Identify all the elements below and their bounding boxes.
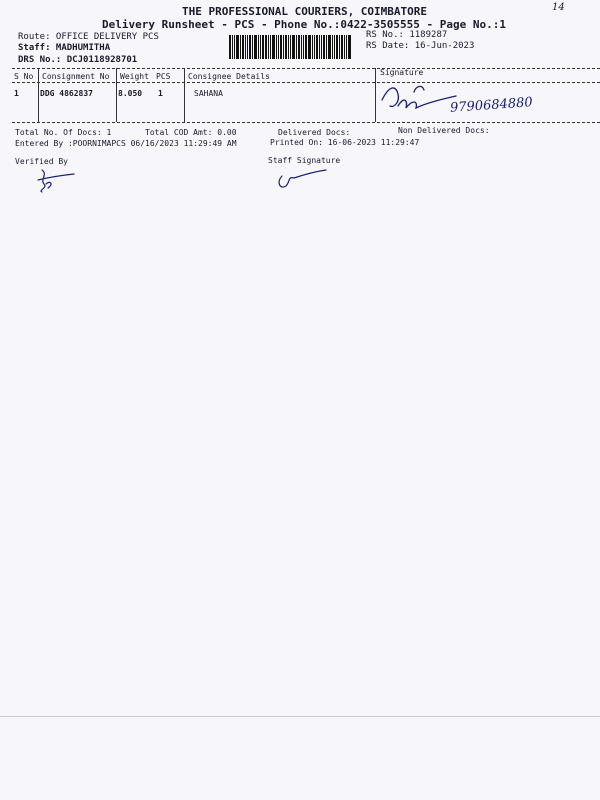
barcode-bar (229, 35, 231, 59)
barcode-bar (341, 35, 343, 59)
barcode-bar (252, 35, 253, 59)
cell-consignee: SAHANA (194, 89, 223, 98)
barcode-bar (328, 35, 331, 59)
barcode-bar (344, 35, 345, 59)
barcode-bar (258, 35, 259, 59)
barcode-bar (292, 35, 295, 59)
barcode-bar (276, 35, 277, 59)
barcode-bar (303, 35, 304, 59)
total-docs: Total No. Of Docs: 1 (15, 128, 112, 137)
barcode-bar (339, 35, 340, 59)
barcode (229, 35, 355, 59)
barcode-bar (334, 35, 335, 59)
table-bottom-rule (12, 122, 600, 123)
barcode-bar (236, 35, 239, 59)
barcode-bar (336, 35, 338, 59)
barcode-bar (319, 35, 320, 59)
barcode-bar (270, 35, 271, 59)
handwritten-phone: 9790684880 (449, 95, 534, 116)
delivered-docs: Delivered Docs: (278, 128, 351, 137)
barcode-bar (285, 35, 287, 59)
barcode-bar (272, 35, 275, 59)
staff-label: Staff: MADHUMITHA (18, 43, 111, 53)
barcode-bar (254, 35, 257, 59)
staff-signature (272, 166, 332, 194)
barcode-bar (298, 35, 300, 59)
barcode-bar (247, 35, 248, 59)
barcode-bar (290, 35, 291, 59)
corner-mark: 14 (552, 2, 565, 13)
barcode-bar (245, 35, 246, 59)
barcode-bar (288, 35, 289, 59)
cell-pcs: 1 (158, 89, 163, 98)
company-title: THE PROFESSIONAL COURIERS, COIMBATORE (182, 5, 428, 18)
printed-on: Printed On: 16-06-2023 11:29:47 (270, 138, 420, 147)
rs-date: RS Date: 16-Jun-2023 (366, 41, 475, 51)
runsheet-subtitle: Delivery Runsheet - PCS - Phone No.:0422-3505555 - Page No.:1 (102, 18, 506, 31)
total-cod: Total COD Amt: 0.00 (145, 128, 237, 137)
barcode-bar (234, 35, 235, 59)
cell-consignment: DDG 4862837 (40, 89, 93, 98)
rs-number: RS No.: 1189287 (366, 30, 448, 40)
barcode-bar (262, 35, 264, 59)
entered-by: Entered By :POORNIMAPCS 06/16/2023 11:29:49 AM (15, 139, 237, 148)
col-divider (116, 68, 117, 122)
staff-signature-label: Staff Signature (268, 156, 341, 165)
barcode-bar (332, 35, 333, 59)
route-label: Route: OFFICE DELIVERY PCS (18, 32, 159, 42)
col-divider (375, 68, 376, 122)
col-header-consignment: Consignment No (42, 72, 110, 81)
verifier-signature (34, 166, 84, 194)
barcode-bar (323, 35, 325, 59)
col-divider (184, 68, 185, 122)
barcode-bar (348, 35, 351, 59)
barcode-bar (301, 35, 302, 59)
barcode-bar (314, 35, 315, 59)
barcode-bar (232, 35, 233, 59)
scan-line (0, 716, 600, 717)
table-header-rule (12, 82, 600, 83)
barcode-bar (260, 35, 261, 59)
col-header-signature: Signature (380, 68, 424, 77)
drs-number: DRS No.: DCJ0118928701 (18, 55, 138, 65)
col-divider (38, 68, 39, 122)
barcode-bar (296, 35, 297, 59)
col-header-consignee: Consignee Details (188, 72, 270, 81)
col-header-sno: S No (14, 72, 34, 81)
barcode-bar (305, 35, 307, 59)
non-delivered-docs: Non Delivered Docs: (398, 126, 490, 135)
col-header-weight: Weight (120, 72, 149, 81)
table-top-rule (12, 68, 600, 69)
barcode-bar (283, 35, 284, 59)
cell-sno: 1 (14, 89, 19, 98)
barcode-bar (240, 35, 241, 59)
barcode-bar (265, 35, 267, 59)
cell-weight: 8.050 (118, 89, 143, 98)
barcode-bar (316, 35, 318, 59)
barcode-bar (346, 35, 347, 59)
barcode-bar (312, 35, 313, 59)
barcode-bar (278, 35, 279, 59)
barcode-bar (326, 35, 327, 59)
barcode-bar (242, 35, 244, 59)
col-header-pcs: PCS (156, 72, 171, 81)
barcode-bar (321, 35, 322, 59)
barcode-bar (308, 35, 311, 59)
barcode-bar (268, 35, 269, 59)
verified-by-label: Verified By (15, 157, 68, 166)
barcode-bar (249, 35, 251, 59)
barcode-bar (280, 35, 282, 59)
